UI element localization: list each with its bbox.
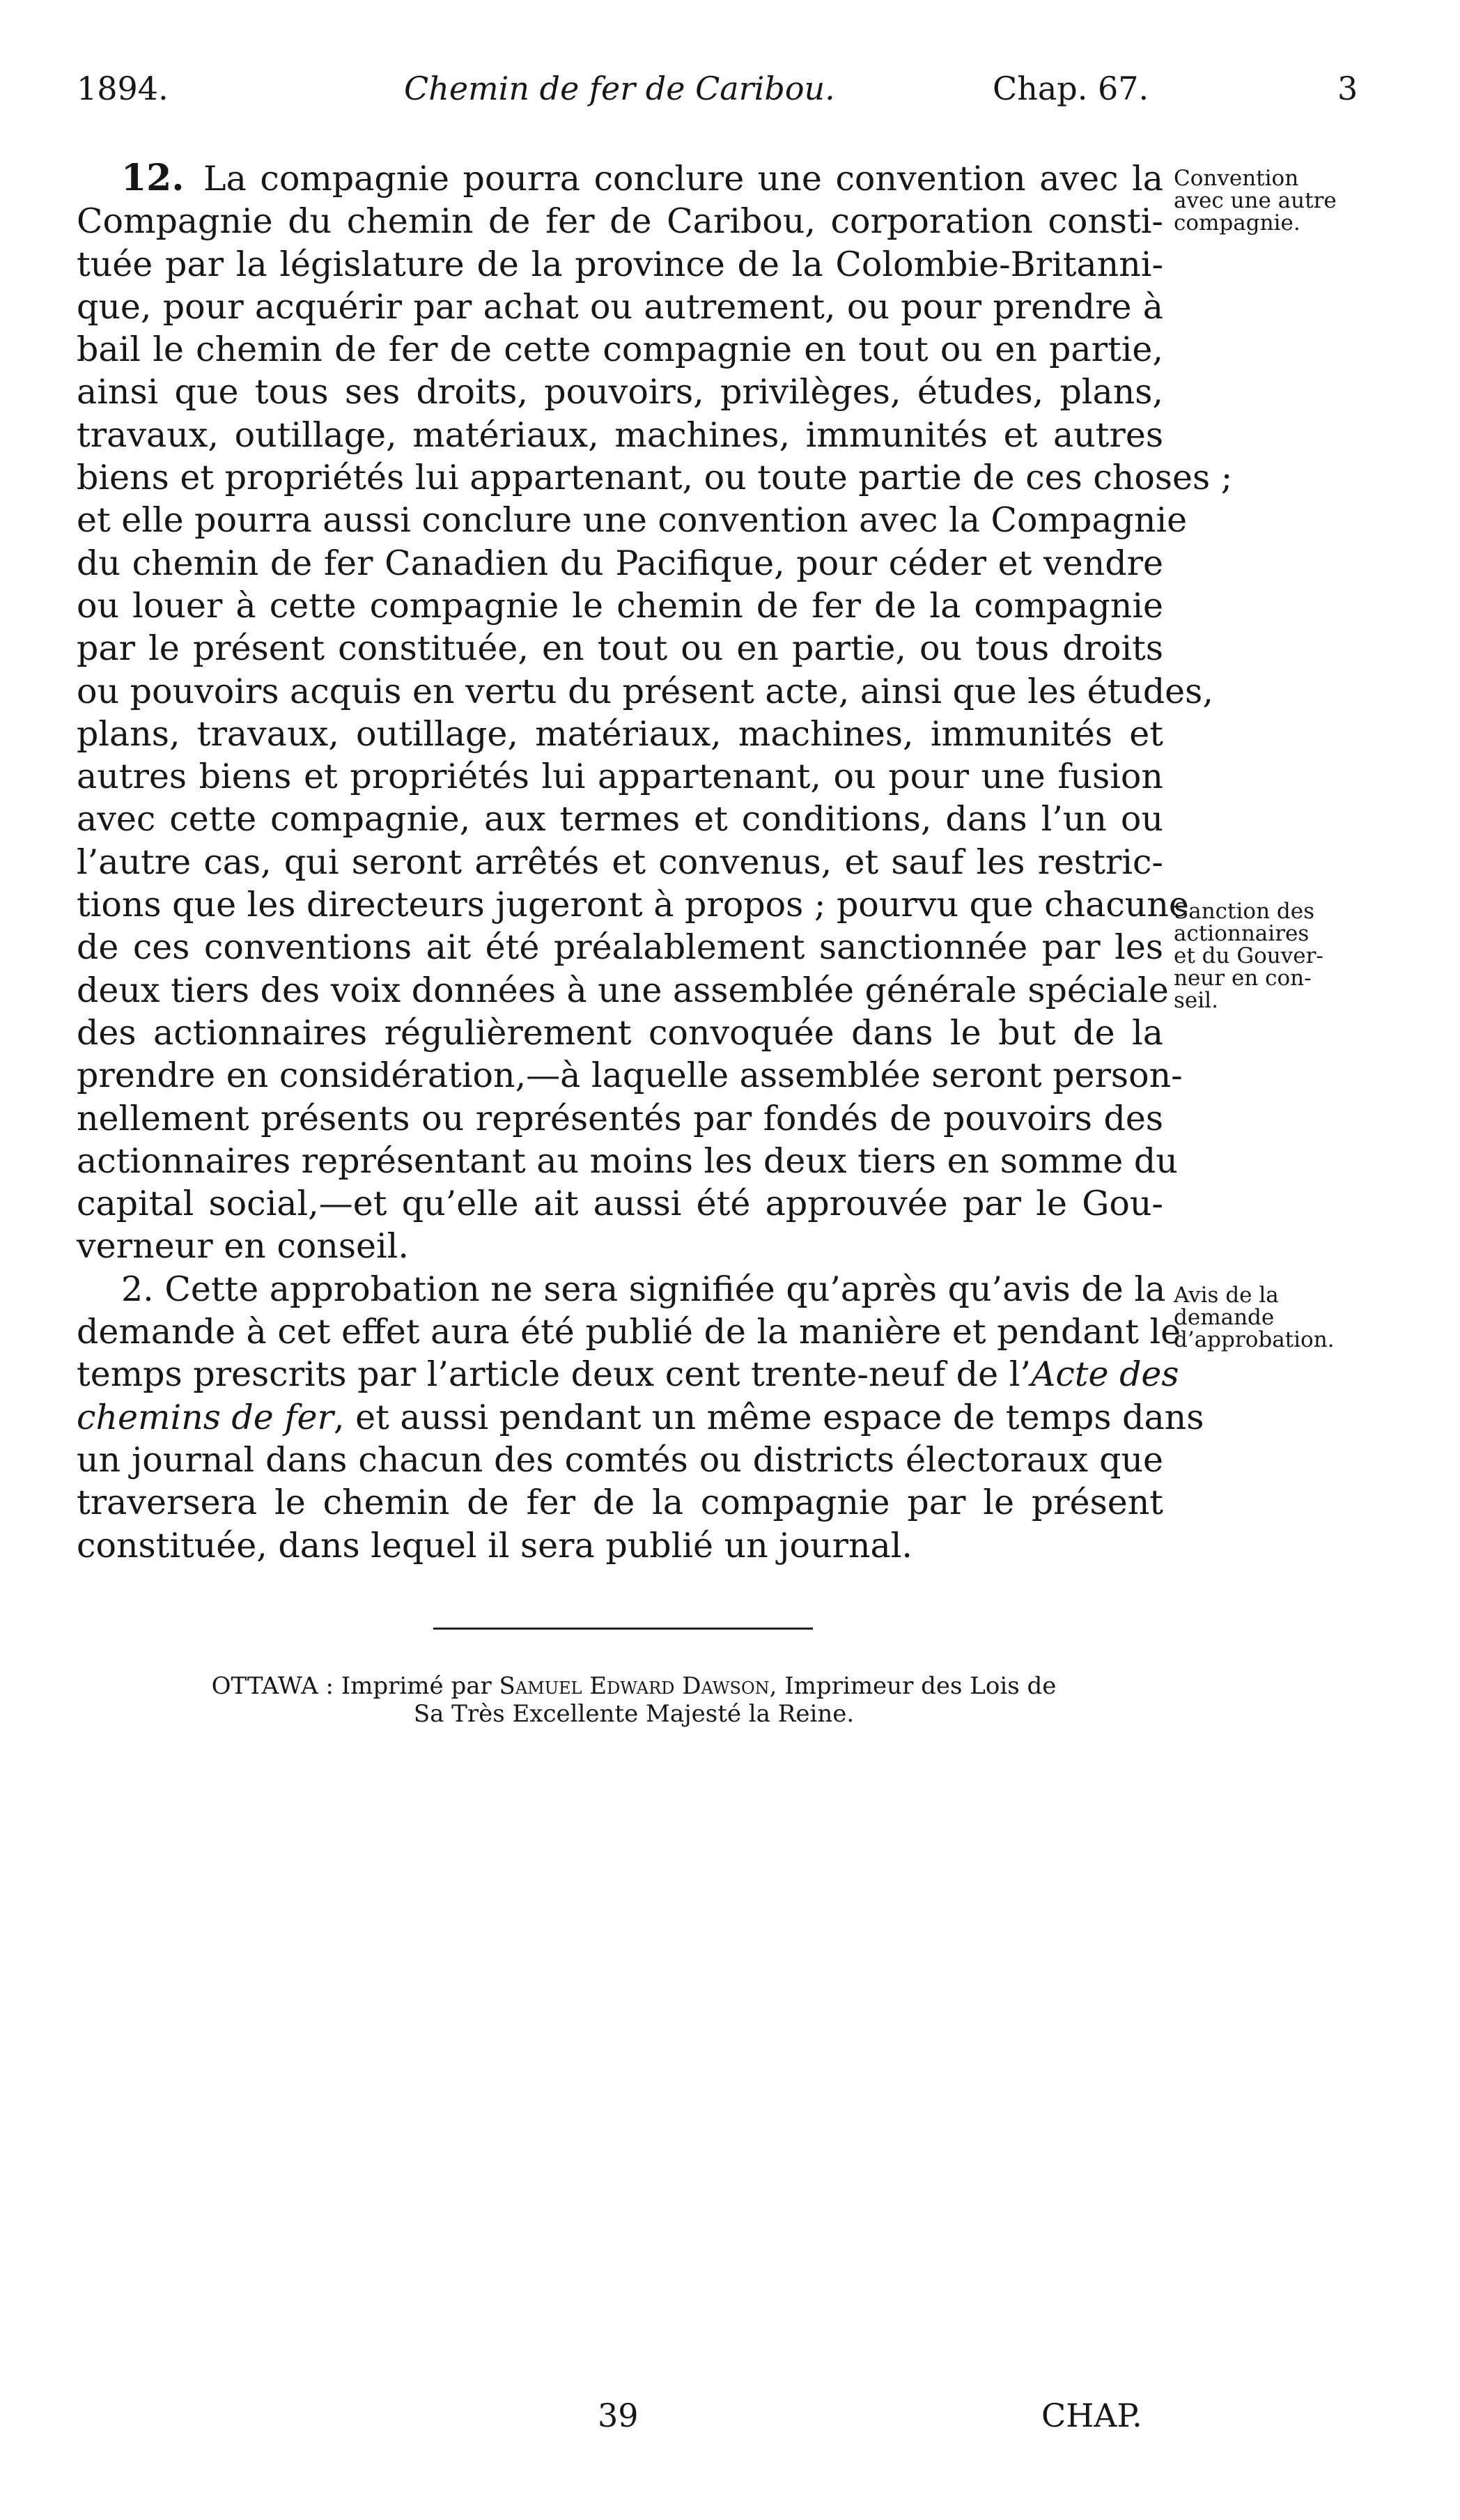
- header-page-number: 3: [1337, 70, 1358, 107]
- text-line: traversera le chemin de fer de la compagnie par le présent: [77, 1483, 1163, 1523]
- text-line: avec cette compagnie, aux termes et conditions, dans l’un ou: [77, 799, 1163, 840]
- text-line: chemins de fer, et aussi pendant un même espace de temps dans: [77, 1397, 1204, 1437]
- folio-number: 39: [598, 2397, 639, 2434]
- text-line: plans, travaux, outillage, matériaux, machines, immunités et: [77, 713, 1163, 754]
- text-line: travaux, outillage, matériaux, machines, immunités et autres: [77, 415, 1163, 455]
- text-line: bail le chemin de fer de cette compagnie en tout ou en partie,: [77, 330, 1163, 370]
- text-line: 2. Cette approbation ne sera signifiée qu’après qu’avis de la: [121, 1269, 1166, 1309]
- text-line: des actionnaires régulièrement convoquée dans le but de la: [77, 1012, 1163, 1053]
- section-body: [77, 157, 1233, 1567]
- text-line: ou pouvoirs acquis en vertu du présent acte, ainsi que les études,: [77, 671, 1213, 711]
- section-number: 12.: [121, 157, 185, 199]
- text-line: ou louer à cette compagnie le chemin de fer de la compagnie: [77, 585, 1163, 626]
- text-line: tions que les directeurs jugeront à propos ; pourvu que chacune: [77, 885, 1189, 925]
- text-line: Compagnie du chemin de fer de Caribou, corporation consti-: [77, 201, 1163, 242]
- text-line: demande à cet effet aura été publié de la manière et pendant le: [77, 1312, 1181, 1352]
- margin-note-sanction: Sanction des actionnaires et du Gouver- neur en con- seil.: [1174, 899, 1323, 1013]
- printer-name: Samuel Edward Dawson: [499, 1672, 770, 1700]
- text-line: l’autre cas, qui seront arrêtés et convenus, et sauf les restric-: [77, 842, 1163, 882]
- text-line: ainsi que tous ses droits, pouvoirs, privilèges, études, plans,: [77, 372, 1163, 412]
- header-year: 1894.: [77, 70, 169, 107]
- text-line: du chemin de fer Canadien du Pacifique, pour céder et vendre: [77, 543, 1163, 583]
- text-line: et elle pourra aussi conclure une convention avec la Compagnie: [77, 500, 1188, 541]
- text-line: capital social,—et qu’elle ait aussi été approuvée par le Gou-: [77, 1184, 1163, 1224]
- header-title: Chemin de fer de Caribou.: [404, 70, 835, 107]
- text-line: verneur en conseil.: [77, 1226, 409, 1267]
- text-line: autres biens et propriétés lui appartenant, ou pour une fusion: [77, 757, 1163, 797]
- divider-rule: [433, 1628, 813, 1630]
- margin-note-avis: Avis de la demande d’approbation.: [1174, 1283, 1335, 1352]
- text-line: deux tiers des voix données à une assemblée générale spéciale: [77, 970, 1169, 1010]
- imprint-line-1: OTTAWA : Imprimé par Samuel Edward Dawson, Imprimeur des Lois de: [211, 1672, 1057, 1700]
- text-line: tuée par la législature de la province de la Colombie-Britanni-: [77, 244, 1163, 284]
- text-line: que, pour acquérir par achat ou autrement, ou pour prendre à: [77, 286, 1163, 327]
- text-line: de ces conventions ait été préalablement sanctionnée par les: [77, 927, 1163, 968]
- text-line: par le présent constituée, en tout ou en partie, ou tous droits: [77, 628, 1163, 669]
- text-line: temps prescrits par l’article deux cent trente-neuf de l’Acte des: [77, 1354, 1179, 1395]
- printer-imprint: [111, 1672, 1156, 1728]
- header-chapter: Chap. 67.: [993, 70, 1149, 107]
- text-line: 12. La compagnie pourra conclure une convention avec la: [121, 157, 1163, 199]
- imprint-line-2: Sa Très Excellente Majesté la Reine.: [413, 1700, 855, 1728]
- text-line: nellement présents ou représentés par fondés de pouvoirs des: [77, 1098, 1163, 1138]
- running-header: [77, 70, 1400, 125]
- section-paragraph-2: [77, 1268, 1204, 1567]
- catchword: CHAP.: [1041, 2397, 1142, 2434]
- section-paragraph-1: [77, 157, 1233, 1268]
- margin-note-convention: Convention avec une autre compagnie.: [1174, 166, 1337, 235]
- act-title-italic: chemins de fer: [77, 1397, 334, 1437]
- act-title-italic: Acte des: [1030, 1354, 1179, 1395]
- text-line: constituée, dans lequel il sera publié un journal.: [77, 1525, 912, 1566]
- text-line: actionnaires représentant au moins les deux tiers en somme du: [77, 1141, 1178, 1181]
- text-line: biens et propriétés lui appartenant, ou toute partie de ces choses ;: [77, 458, 1233, 498]
- text-line: un journal dans chacun des comtés ou districts électoraux que: [77, 1439, 1163, 1480]
- text-line: prendre en considération,—à laquelle assemblée seront person-: [77, 1056, 1183, 1096]
